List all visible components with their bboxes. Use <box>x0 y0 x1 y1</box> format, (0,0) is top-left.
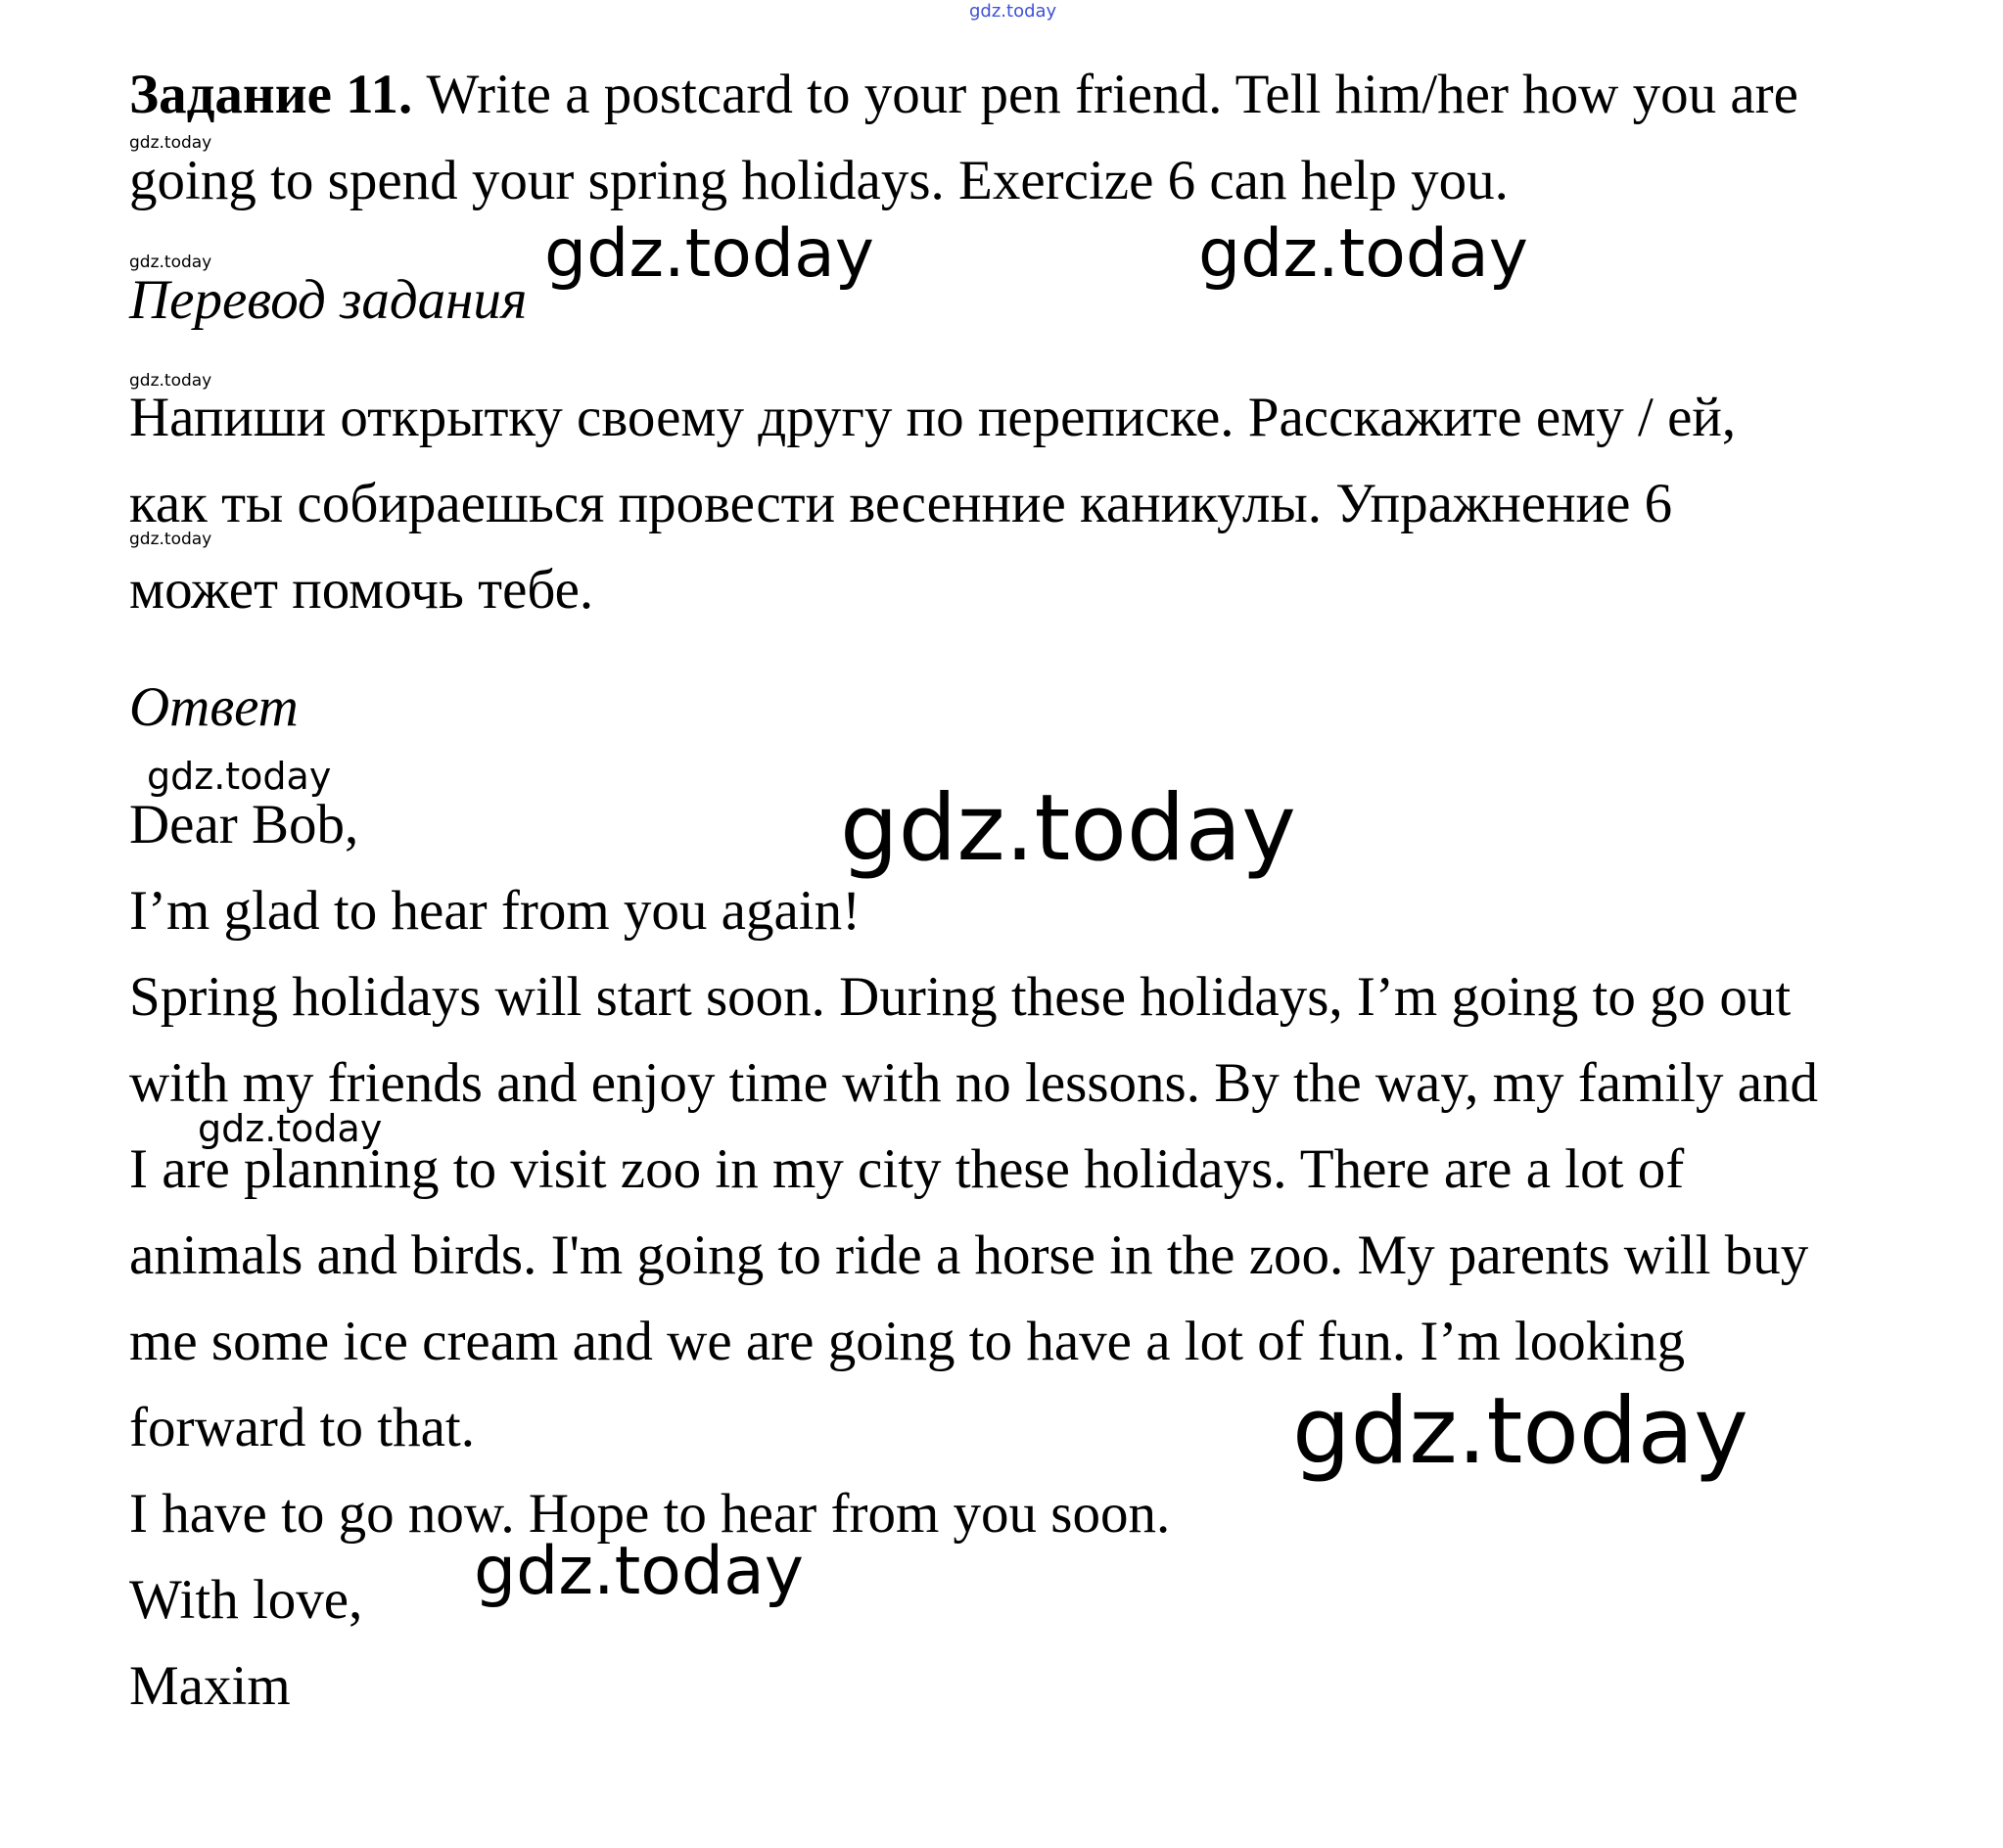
watermark-tiny: gdz.today <box>129 253 212 272</box>
answer-line: forward to that. <box>129 1397 475 1458</box>
translation-line: Напиши открытку своему другу по переписке. Расскажите ему / ей, <box>129 387 1737 448</box>
translation-heading: Перевод задания <box>129 269 528 331</box>
watermark-big: gdz.today <box>1292 1378 1748 1485</box>
watermark-tiny: gdz.today <box>129 133 212 153</box>
task-text-1: Write a postcard to your pen friend. Tell him/her how you are <box>426 64 1798 125</box>
answer-line: Spring holidays will start soon. During these holidays, I’m going to go out <box>129 966 1792 1028</box>
watermark-tiny: gdz.today <box>129 530 212 549</box>
translation-line: как ты собираешься провести весенние каникулы. Упражнение 6 <box>129 473 1673 534</box>
answer-line: I’m glad to hear from you again! <box>129 880 862 942</box>
task-line-2: going to spend your spring holidays. Exercize 6 can help you. <box>129 150 1509 211</box>
task-line-1 <box>129 64 1798 125</box>
watermark-tiny: gdz.today <box>129 371 212 391</box>
task-label: Задание 11. <box>129 64 413 125</box>
watermark-big: gdz.today <box>840 775 1296 882</box>
answer-line: animals and birds. I'm going to ride a horse in the zoo. My parents will buy <box>129 1224 1809 1286</box>
watermark-small: gdz.today <box>198 1107 383 1150</box>
translation-line: может помочь тебе. <box>129 559 594 621</box>
watermark-mid: gdz.today <box>1198 215 1528 293</box>
answer-line: me some ice cream and we are going to have a lot of fun. I’m looking <box>129 1311 1686 1372</box>
answer-line: I are planning to visit zoo in my city these holidays. There are a lot of <box>129 1138 1685 1200</box>
top-watermark: gdz.today <box>969 1 1057 22</box>
answer-heading: Ответ <box>129 676 299 738</box>
watermark-mid: gdz.today <box>474 1533 804 1610</box>
answer-line: I have to go now. Hope to hear from you soon. <box>129 1483 1171 1545</box>
answer-line: With love, <box>129 1569 363 1631</box>
answer-line: Maxim <box>129 1655 291 1717</box>
watermark-mid: gdz.today <box>544 215 874 293</box>
watermark-small: gdz.today <box>147 755 332 798</box>
answer-line: Dear Bob, <box>129 794 359 855</box>
answer-line: with my friends and enjoy time with no lessons. By the way, my family and <box>129 1052 1819 1114</box>
